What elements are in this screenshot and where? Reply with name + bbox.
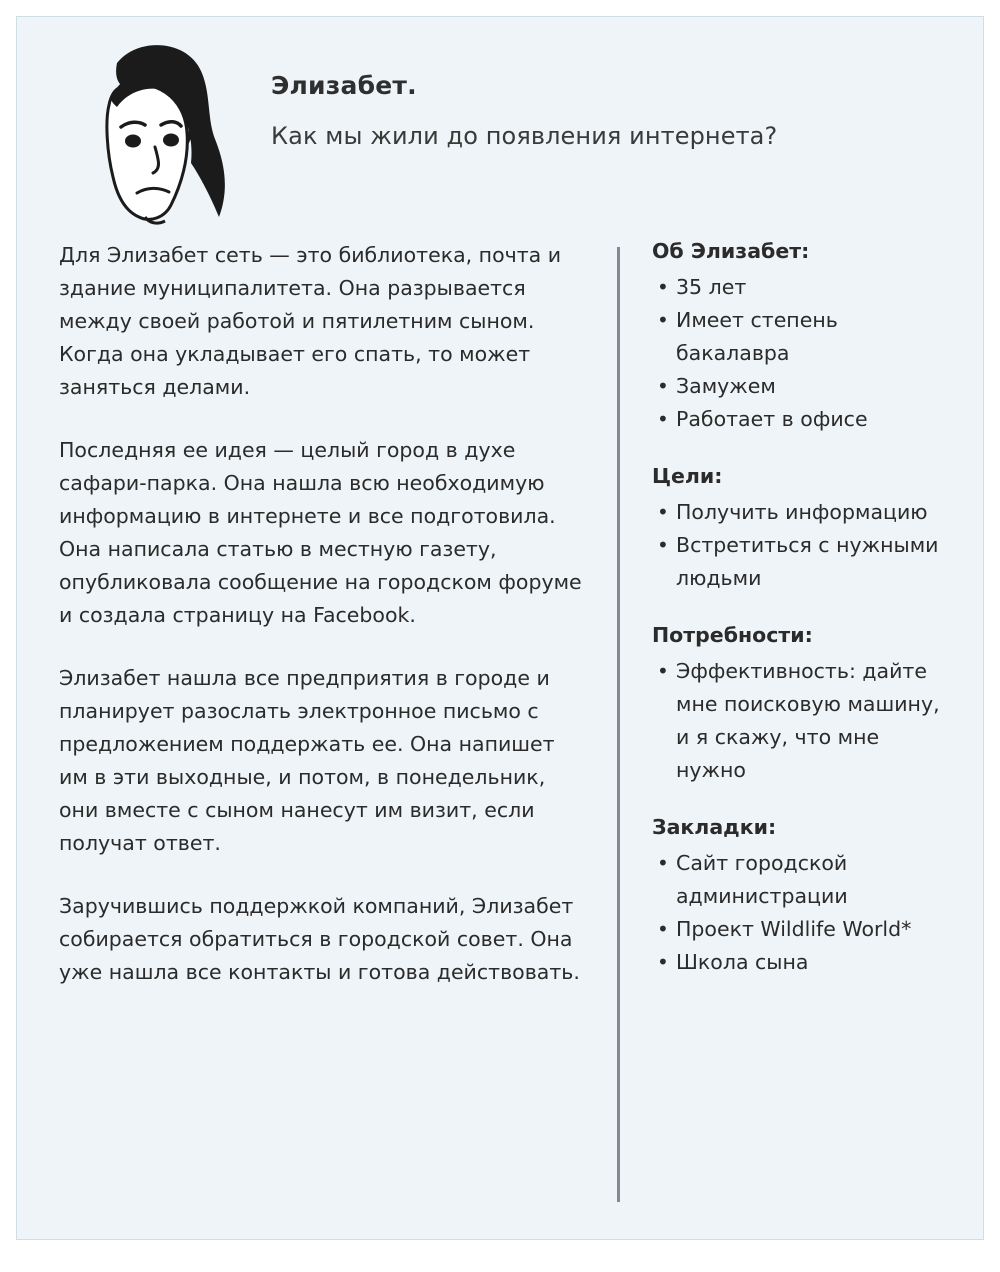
facts-section (652, 239, 955, 436)
list-item: • Школа сына (652, 946, 955, 979)
list-item: • Сайт городской администрации (652, 847, 955, 913)
section-list (652, 496, 955, 595)
section-title: Об Элизабет: (652, 239, 810, 263)
list-item: • 35 лет (652, 271, 955, 304)
persona-header-text (229, 35, 777, 150)
list-item: • Эффективность: дайте мне поисковую машину, и я скажу, что мне нужно (652, 655, 955, 787)
persona-header (17, 17, 983, 217)
section-list (652, 655, 955, 787)
section-title: Цели: (652, 464, 723, 488)
section-list (652, 847, 955, 979)
narrative-paragraph: Последняя ее идея — целый город в духе сафари-парка. Она нашла всю необходимую информацию в интернете и все подготовила. Она написала статью в местную газету, опубликовала сообщение на городском форуме и создала страницу на Facebook. (59, 438, 582, 627)
list-item: • Работает в офисе (652, 403, 955, 436)
facts-section (652, 623, 955, 787)
persona-facts-column (620, 239, 983, 1202)
persona-tagline: Как мы жили до появления интернета? (271, 122, 778, 150)
persona-body (17, 217, 983, 1202)
list-item: • Получить информацию (652, 496, 955, 529)
section-title: Закладки: (652, 815, 777, 839)
facts-section (652, 464, 955, 595)
list-item: • Замужем (652, 370, 955, 403)
list-item: • Имеет степень бакалавра (652, 304, 955, 370)
section-list (652, 271, 955, 436)
narrative-paragraph: Для Элизабет сеть — это библиотека, почта и здание муниципалитета. Она разрывается между своей работой и пятилетним сыном. Когда она укладывает его спать, то может заняться делами. (59, 243, 562, 399)
list-item: • Встретиться с нужными людьми (652, 529, 955, 595)
section-title: Потребности: (652, 623, 813, 647)
narrative-paragraph: Элизабет нашла все предприятия в городе и планирует разослать электронное письмо с предложением поддержать ее. Она напишет им в эти выходные, и потом, в понедельник, они вместе с сыном нанесут им визит, если получат ответ. (59, 666, 555, 855)
woman-face-illustration-icon (59, 35, 229, 220)
list-item: • Проект Wildlife World* (652, 913, 955, 946)
facts-section (652, 815, 955, 979)
persona-name: Элизабет. (271, 71, 417, 100)
persona-narrative-column (17, 239, 617, 1202)
persona-card (16, 16, 984, 1240)
narrative-paragraph: Заручившись поддержкой компаний, Элизабет собирается обратиться в городской совет. Она уже нашла все контакты и готова действовать. (59, 894, 580, 984)
